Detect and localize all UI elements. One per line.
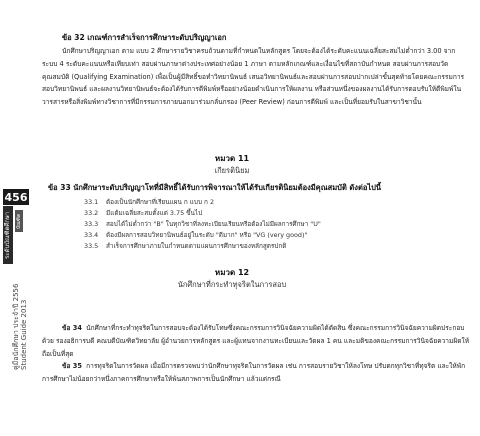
clause-35-body: การทุจริตในการวัดผล เมื่อมีการตรวจพบว่านักศึกษาทุจริตในการวัดผล เช่น การสอบรายวิชาให้ลงโทษ ปรับตกทุกวิชาที่ทุจริต และให้พักการศึกษาไม่น้อยกว่าหนึ่งภาคการศึกษาหรือให้พ้นสภาพการเป็นนักศึกษา แล้วแต่กรณี — [42, 362, 466, 383]
list-item-number: 33.1 — [84, 198, 99, 206]
list-item — [84, 197, 321, 208]
list-item — [84, 241, 321, 252]
list-item-text: สำเร็จการศึกษาภายในกำหนดตามแผนการศึกษาของหลักสูตรปกติ — [106, 242, 287, 250]
list-item — [84, 208, 321, 219]
clause-33-list — [84, 197, 321, 252]
book-title-english: Student Guide 2013 — [20, 299, 28, 370]
clause-32-body: นักศึกษาปริญญาเอก ตาม แบบ 2 ศึกษารายวิชาครบถ้วนตามที่กำหนดในหลักสูตร โดยจะต้องได้ระดับคะแนนเฉลี่ยสะสมไม่ต่ำกว่า 3.00 จากระบบ 4 ระดับคะแนนหรือเทียบเท่า สอบผ่านภาษาต่างประเทศอย่างน้อย 1 ภาษา ตามหลักเกณฑ์และเงื่อนไขที่สถาบันกำหนด สอบผ่านการสอบวัดคุณสมบัติ (Qualifying Examination) เพื่อเป็นผู้มีสิทธิ์ขอทำวิทยานิพนธ์ เสนอวิทยานิพนธ์และสอบผ่านการสอบปากเปล่าขั้นสุดท้ายโดยคณะกรรมการสอบวิทยานิพนธ์ และผลงานวิทยานิพนธ์จะต้องได้รับการตีพิมพ์หรืออย่างน้อยดำเนินการให้ผลงาน หรือส่วนหนึ่งของผลงานได้รับการตอบรับให้ตีพิมพ์ในวารสารหรือสิ่งพิมพ์ทางวิชาการที่มีกรรมการภายนอกมาร่วมกลั่นกรอง (Peer Review) ก่อนการตีพิมพ์ และเป็นที่ยอมรับในสาขาวิชานั้น — [42, 47, 465, 107]
list-item-text: ต้องเป็นนักศึกษาที่เรียนแผน ก แบบ ก 2 — [106, 198, 215, 206]
section-tab-mark: บัณฑิต — [15, 210, 23, 232]
list-item-text: มีแต้มเฉลี่ยสะสมตั้งแต่ 3.75 ขึ้นไป — [106, 209, 203, 217]
list-item-number: 33.4 — [84, 231, 99, 239]
chapter-11-title: หมวด 11 — [214, 154, 250, 163]
list-item-text: ต้องมีผลการสอบวิทยานิพนธ์อยู่ในระดับ "ดีมาก" หรือ "VG (very good)" — [106, 231, 308, 239]
book-title-vertical — [12, 220, 30, 370]
chapter-11-subtitle: เกียรตินิยม — [214, 166, 250, 175]
clause-35-heading: ข้อ 35 — [62, 362, 82, 370]
clause-35 — [42, 360, 470, 386]
list-item-number: 33.3 — [84, 220, 99, 228]
list-item-number: 33.2 — [84, 209, 99, 217]
clause-32-heading: ข้อ 32 เกณฑ์การสำเร็จการศึกษาระดับปริญญาเอก — [62, 33, 227, 42]
list-item-text: สอบได้ไม่ต่ำกว่า "B" ในทุกวิชาที่ลงทะเบียนเรียนหรือต้องไม่มีผลการศึกษา "U" — [106, 220, 321, 228]
list-item — [84, 219, 321, 230]
clause-33-heading: ข้อ 33 นักศึกษาระดับปริญญาโทที่มีสิทธิ์ได้รับการพิจารณาให้ได้รับเกียรตินิยมต้องมีคุณสมบัติ ดังต่อไปนี้ — [48, 183, 381, 192]
list-item-number: 33.5 — [84, 242, 99, 250]
chapter-12-subtitle: นักศึกษาที่กระทำทุจริตในการสอบ — [177, 280, 287, 289]
clause-34 — [42, 322, 470, 360]
clause-34-body: นักศึกษาที่กระทำทุจริตในการสอบจะต้องได้รับโทษซึ่งคณะกรรมการวินิจฉัยความผิดได้ตัดสิน ซึ่งคณะกรรมการวินิจฉัยความผิดประกอบด้วย รองอธิการบดี คณบดีบัณฑิตวิทยาลัย ผู้อำนวยการหลักสูตร และผู้แทนจากงานทะเบียนและวัดผล 1 คน และมติของคณะกรรมการวินิจฉัยความผิดให้ถือเป็นที่สุด — [42, 324, 470, 358]
page-number: 456 — [4, 190, 28, 204]
list-item — [84, 230, 321, 241]
book-title-thai: คู่มือนักศึกษา ประจำปี 2556 — [12, 283, 20, 370]
section-tab: ระดับบัณฑิตศึกษา — [3, 206, 13, 264]
chapter-12-title: หมวด 12 — [214, 268, 250, 277]
clause-34-heading: ข้อ 34 — [62, 324, 82, 332]
